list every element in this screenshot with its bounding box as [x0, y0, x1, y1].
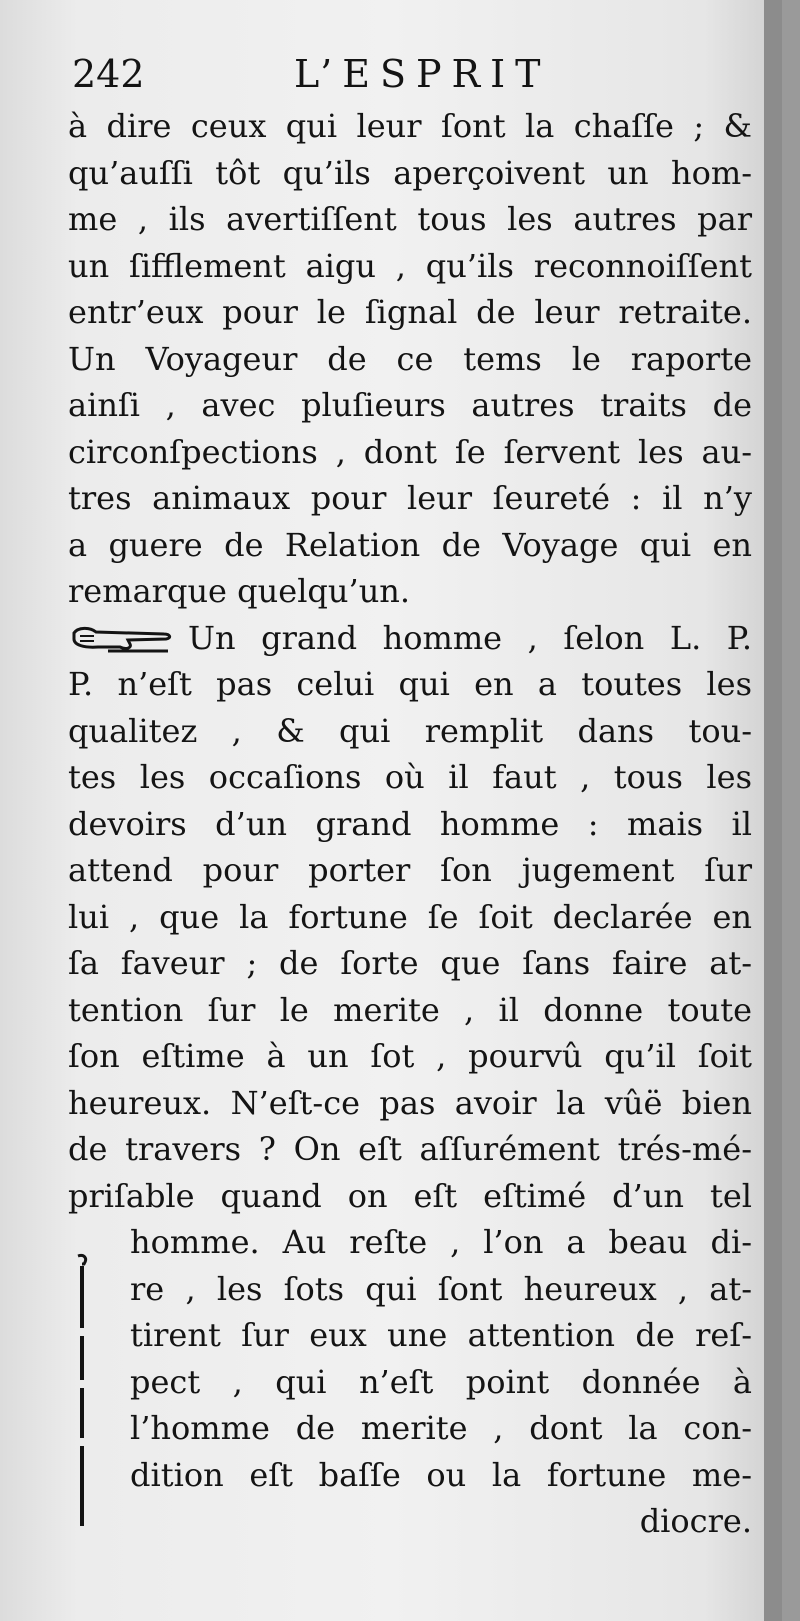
quotation-line: homme. Au reſte , l’on a beau di-	[130, 1223, 752, 1261]
text-line: attend pour porter ſon jugement ſur	[68, 851, 752, 889]
text-line: ſa faveur ; de ſorte que ſans faire at-	[68, 944, 752, 982]
text-line: me , ils avertiſſent tous les autres par	[68, 200, 752, 238]
text-line: heureux. N’eſt-ce pas avoir la vûë bien	[68, 1083, 752, 1122]
text-line: entr’eux pour le ſignal de leur retraite.	[68, 293, 752, 331]
body-text	[68, 103, 752, 1545]
text-line: un ſifflement aigu , qu’ils reconnoiſſent	[68, 246, 752, 285]
text-line: circonſpections , dont ſe ſervent les au-	[68, 432, 752, 471]
quotation-line: dition eſt baſſe ou la fortune me-	[130, 1455, 752, 1494]
text-line: à dire ceux qui leur ſont la chaſſe ; &	[68, 107, 752, 145]
text-line: ainſi , avec pluſieurs autres traits de	[68, 386, 752, 424]
running-head: L’ESPRIT	[294, 52, 551, 96]
quotation-last-line: diocre.	[639, 1502, 752, 1540]
text-line: qualitez , & qui remplit dans tou-	[68, 711, 752, 750]
quotation-margin-bar	[72, 1252, 92, 1532]
text-line: tres animaux pour leur ſeureté : il n’y	[68, 479, 752, 517]
pointing-hand-icon	[68, 623, 176, 653]
text-line: priſable quand on eſt eſtimé d’un tel	[68, 1176, 752, 1215]
text-line: Un grand homme , ſelon L. P.	[188, 618, 752, 657]
text-line: lui , que la fortune ſe ſoit declarée en	[68, 897, 752, 936]
text-line: P. n’eſt pas celui qui en a toutes les	[68, 665, 752, 703]
text-line: Un Voyageur de ce tems le raporte	[68, 339, 752, 378]
quotation-line: re , les ſots qui ſont heureux , at-	[130, 1269, 752, 1308]
paragraph-start	[68, 615, 752, 662]
page-edge	[764, 0, 782, 1621]
quotation-line: tirent ſur eux une attention de reſ-	[130, 1316, 752, 1354]
text-line: tention ſur le merite , il donne toute	[68, 990, 752, 1029]
text-line: a guere de Relation de Voyage qui en	[68, 525, 752, 564]
quotation-line: pect , qui n’eſt point donnée à	[130, 1362, 752, 1401]
text-line: de travers ? On eſt aſſurément trés-mé-	[68, 1130, 752, 1168]
page-number: 242	[72, 52, 145, 96]
text-line: ſon eſtime à un ſot , pourvû qu’il ſoit	[68, 1037, 752, 1075]
text-line: remarque quelqu’un.	[68, 572, 411, 610]
text-line: devoirs d’un grand homme : mais il	[68, 804, 752, 843]
text-line: tes les occaſions où il faut , tous les	[68, 758, 752, 796]
text-line: qu’auſſi tôt qu’ils aperçoivent un hom-	[68, 153, 752, 192]
quotation-line: l’homme de merite , dont la con-	[130, 1409, 752, 1447]
